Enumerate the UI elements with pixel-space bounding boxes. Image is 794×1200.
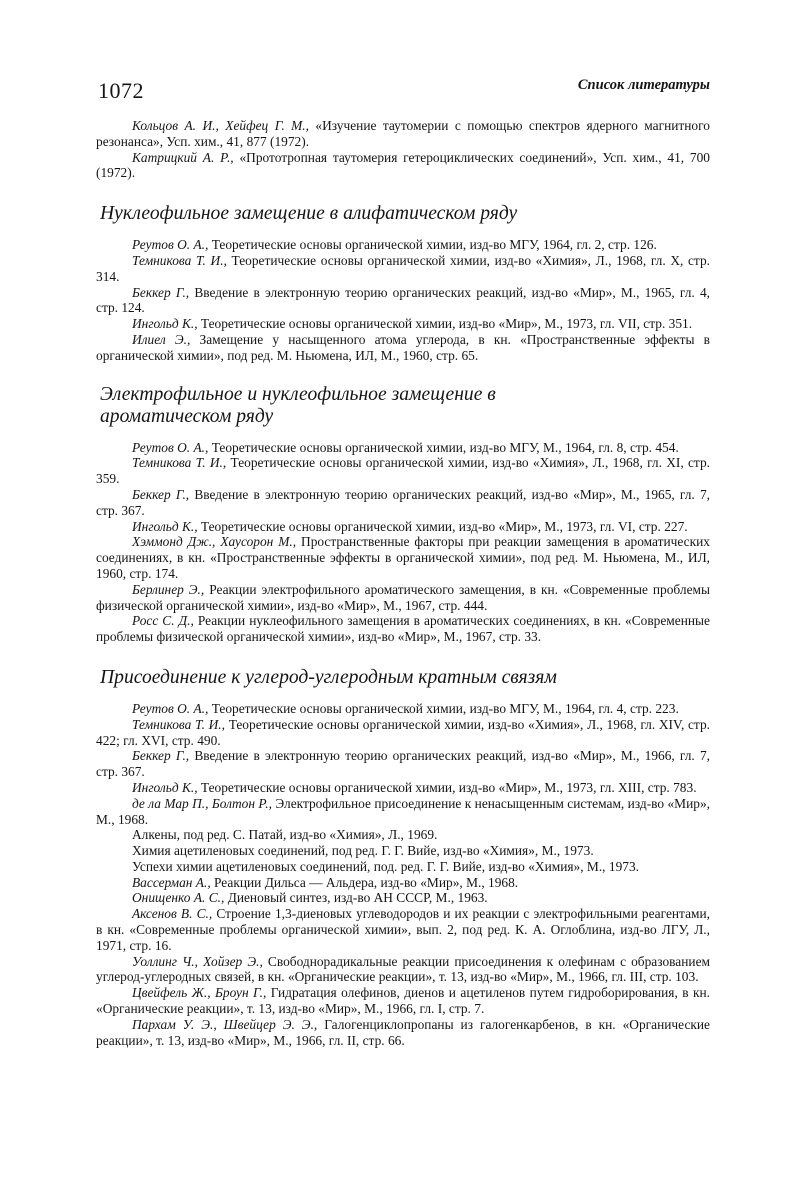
reference-text: Успехи химии ацетиленовых соединений, под. ред. Г. Г. Вийе, изд-во «Химия», М., 1973.	[132, 858, 640, 874]
reference-author: Беккер Г.,	[132, 748, 190, 764]
reference-text: Теоретические основы органической химии, изд-во МГУ, М., 1964, гл. 8, стр. 454.	[208, 439, 679, 455]
reference-text: Реакции Дильса — Альдера, изд-во «Мир», М., 1968.	[210, 874, 519, 890]
reference-item	[96, 954, 710, 986]
section-aromatic-substitution	[96, 384, 710, 645]
section-aliphatic-substitution	[96, 203, 710, 363]
reference-text: Теоретические основы органической химии, изд-во «Мир», М., 1973, гл. VII, стр. 351.	[197, 316, 693, 332]
reference-author: Темникова Т. И.,	[132, 716, 226, 732]
reference-item	[96, 890, 710, 906]
reference-item	[96, 519, 710, 535]
reference-author: Хэммонд Дж., Хаусорон М.,	[132, 534, 297, 550]
reference-author: Илиел Э.,	[132, 331, 191, 347]
reference-author: Темникова Т. И.,	[132, 455, 227, 471]
reference-author: Цвейфель Ж., Броун Г.,	[132, 985, 267, 1001]
reference-text: Теоретические основы органической химии, изд-во МГУ, М., 1964, гл. 4, стр. 223.	[208, 700, 679, 716]
reference-item	[96, 440, 710, 456]
reference-author: Реутов О. А.,	[132, 700, 209, 716]
reference-item	[96, 332, 710, 364]
reference-author: Пархам У. Э., Швейцер Э. Э.,	[132, 1016, 318, 1032]
reference-text: Теоретические основы органической химии, изд-во МГУ, 1964, гл. 2, стр. 126.	[208, 237, 657, 253]
reference-author: Аксенов В. С.,	[132, 906, 213, 922]
reference-text: Строение 1,3-диеновых углеводородов и их реакции с электрофильными реагентами, в кн. «Современные проблемы органической химии», вып. 2, под ред. К. А. Оглоблина, изд-во ЛГУ, Л., 1971, стр. 16.	[96, 906, 710, 953]
reference-text: Теоретические основы органической химии, изд-во «Химия», Л., 1968, гл. X, стр. 314.	[96, 252, 710, 284]
reference-author: Темникова Т. И.,	[132, 252, 227, 268]
reference-item	[96, 237, 710, 253]
reference-author: Вассерман А.,	[132, 874, 211, 890]
reference-item	[96, 859, 710, 875]
reference-item	[96, 701, 710, 717]
reference-text: Реакции нуклеофильного замещения в ароматических соединениях, в кн. «Современные проблемы физической органической химии», изд-во «Мир», М., 1967, стр. 33.	[96, 613, 710, 645]
section-addition-multiple-bonds	[96, 667, 710, 1049]
reference-author: Онищенко А. С.,	[132, 890, 225, 906]
reference-text: Галогенциклопропаны из галогенкарбенов, в кн. «Органические реакции», т. 13, изд-во «Мир», М., 1966, гл. II, стр. 66.	[96, 1016, 710, 1048]
reference-item	[96, 875, 710, 891]
reference-item	[96, 150, 710, 182]
reference-item	[96, 455, 710, 487]
page-header	[96, 72, 710, 118]
reference-text: Теоретические основы органической химии, изд-во «Мир», М., 1973, гл. XIII, стр. 783.	[197, 779, 697, 795]
reference-item	[96, 118, 710, 150]
page-number: 1072	[98, 78, 144, 103]
reference-author: Ингольд К.,	[132, 518, 198, 534]
reference-text: Гидратация олефинов, диенов и ацетиленов путем гидроборирования, в кн. «Органические реакции», т. 13, изд-во «Мир», М., 1966, гл. I, стр. 7.	[96, 985, 710, 1017]
reference-item	[96, 748, 710, 780]
reference-text: Диеновый синтез, изд-во АН СССР, М., 1963.	[224, 890, 488, 906]
reference-text: Электрофильное присоединение к ненасыщенным системам, изд-во «Мир», М., 1968.	[96, 795, 710, 827]
reference-author: Кольцов А. И., Хейфец Г. М.,	[132, 118, 309, 133]
reference-author: Реутов О. А.,	[132, 439, 209, 455]
reference-item	[96, 796, 710, 828]
reference-author: Росс С. Д.,	[132, 613, 194, 629]
section-title: Присоединение к углерод-углеродным кратным связям	[100, 666, 557, 688]
reference-item	[96, 582, 710, 614]
running-title: Список литературы	[577, 77, 710, 93]
reference-item	[96, 985, 710, 1017]
reference-item	[96, 253, 710, 285]
reference-author: Ингольд К.,	[132, 779, 198, 795]
reference-text: Алкены, под ред. С. Патай, изд-во «Химия», Л., 1969.	[132, 827, 438, 843]
reference-text: Теоретические основы органической химии, изд-во «Химия», Л., 1968, гл. XI, стр. 359.	[96, 455, 710, 487]
reference-item	[96, 316, 710, 332]
reference-item	[96, 1017, 710, 1049]
reference-text: Введение в электронную теорию органических реакций, изд-во «Мир», М., 1965, гл. 7, стр. 367.	[96, 486, 710, 518]
reference-item	[96, 906, 710, 953]
reference-text: Химия ацетиленовых соединений, под ред. Г. Г. Вийе, изд-во «Химия», М., 1973.	[132, 843, 594, 859]
reference-item	[96, 843, 710, 859]
reference-item	[96, 487, 710, 519]
reference-item	[96, 534, 710, 581]
reference-author: Катрицкий А. Р.,	[132, 149, 234, 165]
reference-text: «Прототропная таутомерия гетероциклических соединений», Усп. хим., 41, 700 (1972).	[96, 149, 710, 181]
reference-text: Теоретические основы органической химии, изд-во «Мир», М., 1973, гл. VI, стр. 227.	[197, 518, 688, 534]
reference-author: Беккер Г.,	[132, 486, 190, 502]
reference-author: Реутов О. А.,	[132, 237, 209, 253]
reference-author: Беккер Г.,	[132, 284, 190, 300]
reference-item	[96, 717, 710, 749]
reference-author: де ла Мар П., Болтон Р.,	[132, 795, 272, 811]
section-title: Нуклеофильное замещение в алифатическом ряду	[100, 203, 518, 225]
reference-text: Свободнорадикальные реакции присоединения к олефинам с образованием углерод-углеродных связей, в кн. «Органические реакции», т. 13, изд-во «Мир», М., 1966, гл. III, стр. 103.	[96, 953, 710, 985]
page	[96, 72, 710, 1048]
reference-item	[96, 780, 710, 796]
reference-text: «Изучение таутомерии с помощью спектров ядерного магнитного резонанса», Усп. хим., 41, 877 (1972).	[96, 118, 710, 149]
reference-text: Пространственные факторы при реакции замещения в ароматических соединениях, в кн. «Пространственные эффекты в органической химии», под ред. М. Ньюмена, М., ИЛ, 1960, стр. 174.	[96, 534, 710, 581]
reference-text: Замещение у насыщенного атома углерода, в кн. «Пространственные эффекты в органической химии», под ред. М. Ньюмена, ИЛ, М., 1960, стр. 65.	[96, 331, 710, 363]
section-continuation	[96, 118, 710, 181]
reference-item	[96, 613, 710, 645]
reference-text: Введение в электронную теорию органических реакций, изд-во «Мир», М., 1965, гл. 4, стр. 124.	[96, 284, 710, 316]
reference-author: Ингольд К.,	[132, 316, 198, 332]
reference-author: Уоллинг Ч., Хойзер Э.,	[132, 953, 263, 969]
reference-item	[96, 285, 710, 317]
reference-text: Введение в электронную теорию органических реакций, изд-во «Мир», М., 1966, гл. 7, стр. 367.	[96, 748, 710, 780]
section-title: Электрофильное и нуклеофильное замещение в ароматическом ряду	[100, 383, 496, 427]
reference-author: Берлинер Э.,	[132, 581, 205, 597]
reference-text: Теоретические основы органической химии, изд-во «Химия», Л., 1968, гл. XIV, стр. 422; гл. XVI, стр. 490.	[96, 716, 710, 748]
reference-text: Реакции электрофильного ароматического замещения, в кн. «Современные проблемы физической органической химии», изд-во «Мир», М., 1967, стр. 444.	[96, 581, 710, 613]
reference-item	[96, 827, 710, 843]
